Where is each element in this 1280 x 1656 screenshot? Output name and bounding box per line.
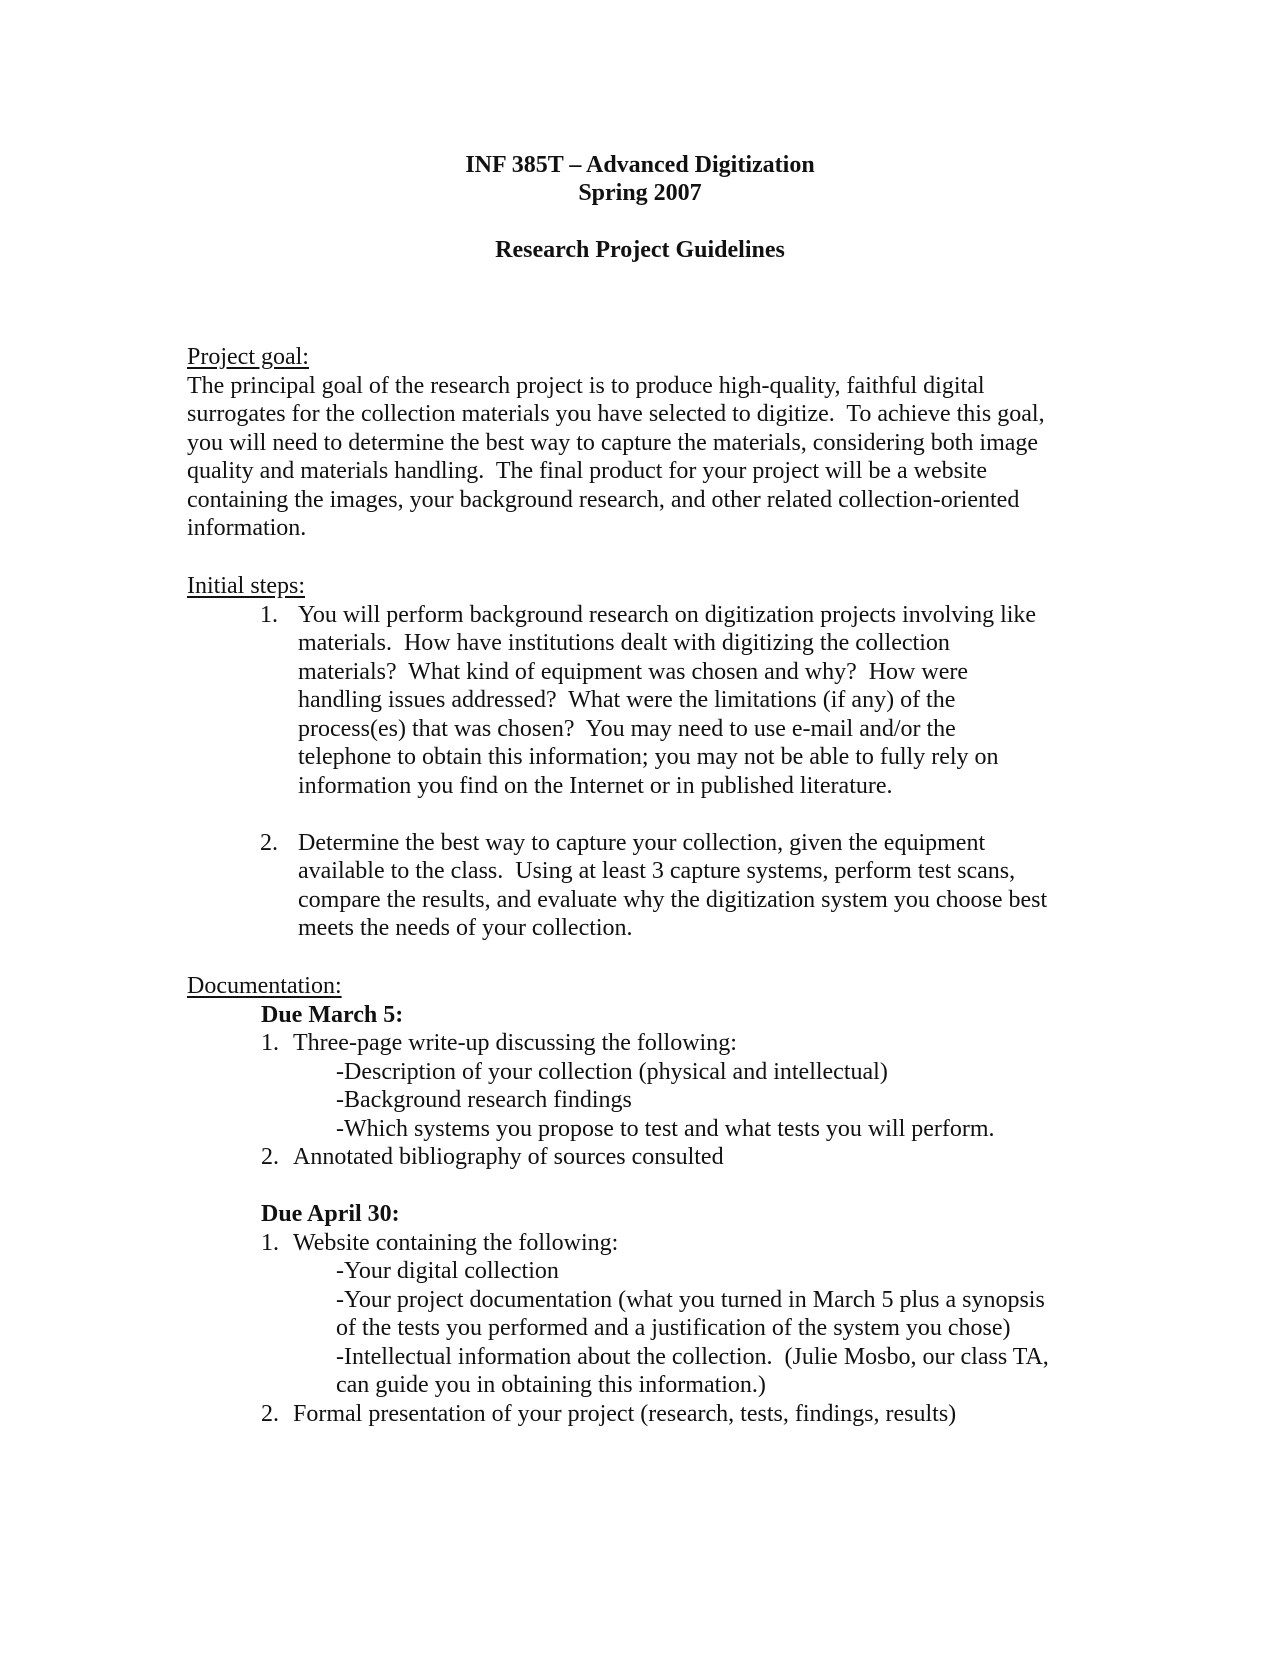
sub-item: -Intellectual information about the collection. (Julie Mosbo, our class TA,	[336, 1343, 1049, 1370]
list-item-line: Formal presentation of your project (research, tests, findings, results)	[293, 1400, 957, 1427]
list-number: 1.	[261, 1229, 279, 1256]
list-item	[187, 1029, 1087, 1058]
term: Spring 2007	[578, 180, 702, 206]
project-goal-line: you will need to determine the best way to capture the materials, considering both image	[187, 429, 1039, 456]
list-item-line: available to the class. Using at least 3 capture systems, perform test scans,	[298, 858, 1016, 884]
sub-item: -Background research findings	[336, 1087, 632, 1113]
sub-item: -Your project documentation (what you turned in March 5 plus a synopsis	[336, 1286, 1045, 1313]
list-item-line: telephone to obtain this information; you may not be able to fully rely on	[298, 744, 999, 770]
list-number: 1.	[261, 1030, 279, 1056]
documentation-heading: Documentation:	[187, 973, 342, 999]
project-goal-heading: Project goal:	[187, 344, 309, 370]
page-title: Research Project Guidelines	[495, 237, 785, 263]
list-item-line: materials. How have institutions dealt with digitizing the collection	[298, 630, 950, 656]
list-item	[187, 1400, 1087, 1429]
list-number: 2.	[260, 829, 278, 856]
initial-steps-section	[187, 572, 1087, 943]
list-item-line: materials? What kind of equipment was chosen and why? How were	[298, 658, 969, 685]
initial-steps-heading: Initial steps:	[187, 573, 305, 599]
list-item	[187, 601, 1087, 801]
project-goal-line: The principal goal of the research project is to produce high-quality, faithful digital	[187, 372, 985, 399]
list-item-line: handling issues addressed? What were the limitations (if any) of the	[298, 687, 956, 713]
sub-item: -Description of your collection (physical and intellectual)	[336, 1058, 888, 1085]
list-item	[187, 1143, 1087, 1172]
course-title: INF 385T – Advanced Digitization	[465, 152, 815, 178]
project-goal-line: surrogates for the collection materials you have selected to digitize. To achieve this goal,	[187, 401, 1045, 427]
list-number: 1.	[260, 601, 278, 628]
list-item-line: information you find on the Internet or in published literature.	[298, 772, 893, 799]
sub-item: of the tests you performed and a justification of the system you chose)	[336, 1315, 1011, 1341]
project-goal-section	[187, 343, 1087, 543]
list-item-line: You will perform background research on digitization projects involving like	[298, 601, 1037, 628]
list-item-line: Three-page write-up discussing the following:	[293, 1030, 737, 1056]
sub-item: -Which systems you propose to test and what tests you will perform.	[336, 1115, 995, 1142]
list-item	[187, 1229, 1087, 1258]
sub-item: can guide you in obtaining this information.)	[336, 1372, 766, 1398]
documentation-section	[187, 972, 1087, 1428]
list-item-line: Annotated bibliography of sources consulted	[293, 1144, 724, 1170]
list-item-line: process(es) that was chosen? You may need to use e-mail and/or the	[298, 715, 956, 742]
project-goal-line: quality and materials handling. The final product for your project will be a website	[187, 458, 987, 484]
list-item-line: Determine the best way to capture your collection, given the equipment	[298, 829, 986, 856]
list-item-line: compare the results, and evaluate why the digitization system you choose best	[298, 886, 1048, 913]
list-number: 2.	[261, 1144, 279, 1170]
list-item	[187, 829, 1087, 943]
due-march-heading: Due March 5:	[261, 1001, 404, 1028]
list-number: 2.	[261, 1400, 279, 1427]
project-goal-line: containing the images, your background research, and other related collection-oriented	[187, 486, 1020, 513]
list-item-line: meets the needs of your collection.	[298, 915, 633, 941]
project-goal-line: information.	[187, 515, 307, 541]
sub-item: -Your digital collection	[336, 1258, 559, 1284]
due-april-heading: Due April 30:	[261, 1201, 400, 1227]
list-item-line: Website containing the following:	[293, 1229, 619, 1256]
